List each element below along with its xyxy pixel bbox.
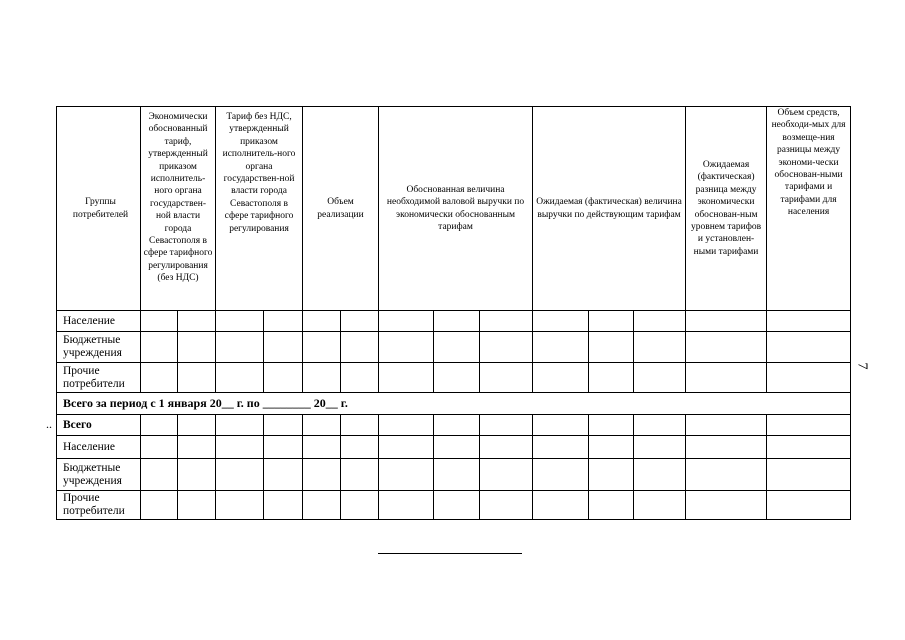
input-cell[interactable]: [533, 332, 589, 363]
row-label-budget-total: Бюджетные учреждения: [57, 459, 141, 491]
input-cell[interactable]: [434, 436, 480, 459]
input-cell[interactable]: [634, 436, 686, 459]
input-cell[interactable]: [533, 491, 589, 520]
input-cell[interactable]: [379, 363, 434, 393]
input-cell[interactable]: [141, 459, 178, 491]
input-cell[interactable]: [634, 491, 686, 520]
input-cell[interactable]: [686, 363, 767, 393]
table-row: [57, 332, 851, 363]
input-cell[interactable]: [379, 332, 434, 363]
table-row: [57, 415, 851, 436]
input-cell[interactable]: [178, 459, 216, 491]
input-cell[interactable]: [216, 311, 264, 332]
input-cell[interactable]: [434, 311, 480, 332]
input-cell[interactable]: [141, 491, 178, 520]
input-cell[interactable]: [767, 332, 851, 363]
input-cell[interactable]: [178, 311, 216, 332]
header-revenue-required: Обоснованная величина необходимой валовой выручки по экономически обоснованным тарифам: [379, 107, 533, 311]
input-cell[interactable]: [379, 436, 434, 459]
input-cell[interactable]: [589, 436, 634, 459]
input-cell[interactable]: [686, 415, 767, 436]
table-row: [57, 491, 851, 520]
input-cell[interactable]: [634, 311, 686, 332]
input-cell[interactable]: [434, 415, 480, 436]
input-cell[interactable]: [216, 415, 264, 436]
input-cell[interactable]: [264, 363, 303, 393]
header-revenue-expected: Ожидаемая (фактическая) величина выручки по действующим тарифам: [533, 107, 686, 311]
page-number: 7: [854, 362, 870, 370]
input-cell[interactable]: [341, 311, 379, 332]
input-cell[interactable]: [341, 363, 379, 393]
input-cell[interactable]: [303, 491, 341, 520]
input-cell[interactable]: [480, 415, 533, 436]
input-cell[interactable]: [379, 459, 434, 491]
input-cell[interactable]: [141, 311, 178, 332]
input-cell[interactable]: [767, 311, 851, 332]
input-cell[interactable]: [264, 332, 303, 363]
input-cell[interactable]: [141, 415, 178, 436]
input-cell[interactable]: [216, 436, 264, 459]
input-cell[interactable]: [589, 491, 634, 520]
input-cell[interactable]: [767, 415, 851, 436]
input-cell[interactable]: [303, 311, 341, 332]
header-difference: Ожидаемая (фактическая) разница между экономически обоснован-ным уровнем тарифов и установлен-ными тарифами: [686, 107, 767, 311]
input-cell[interactable]: [686, 459, 767, 491]
header-groups: Группы потребителей: [57, 107, 141, 311]
header-funds: Объем средств, необходи-мых для возмеще-ния разницы между экономи-чески обоснован-ными тарифами и тарифами для населения: [767, 107, 851, 311]
input-cell[interactable]: [141, 363, 178, 393]
input-cell[interactable]: [767, 459, 851, 491]
table-row: [57, 363, 851, 393]
input-cell[interactable]: [434, 491, 480, 520]
input-cell[interactable]: [141, 332, 178, 363]
input-cell[interactable]: [767, 363, 851, 393]
input-cell[interactable]: [767, 491, 851, 520]
input-cell[interactable]: [686, 311, 767, 332]
input-cell[interactable]: [303, 459, 341, 491]
input-cell[interactable]: [533, 415, 589, 436]
period-label: Всего за период с 1 января 20__ г. по ________ 20__ г.: [57, 393, 851, 415]
input-cell[interactable]: [767, 436, 851, 459]
input-cell[interactable]: [533, 311, 589, 332]
input-cell[interactable]: [264, 415, 303, 436]
input-cell[interactable]: [480, 459, 533, 491]
input-cell[interactable]: [434, 459, 480, 491]
table-row: [57, 436, 851, 459]
row-label-total: Всего: [57, 415, 141, 436]
row-label-population: Население: [57, 311, 141, 332]
input-cell[interactable]: [634, 332, 686, 363]
input-cell[interactable]: [533, 459, 589, 491]
input-cell[interactable]: [589, 332, 634, 363]
header-tariff-economic: Экономически обоснованный тариф, утвержденный приказом исполнитель-ного органа государствен-ной власти города Севастополя в сфере тарифного регулирования (без НДС): [141, 107, 216, 311]
input-cell[interactable]: [341, 436, 379, 459]
input-cell[interactable]: [303, 436, 341, 459]
input-cell[interactable]: [533, 363, 589, 393]
input-cell[interactable]: [379, 415, 434, 436]
input-cell[interactable]: [216, 491, 264, 520]
tariff-form-table: [56, 106, 851, 520]
row-label-other: Прочие потребители: [57, 363, 141, 393]
input-cell[interactable]: [216, 363, 264, 393]
input-cell[interactable]: [589, 415, 634, 436]
input-cell[interactable]: [341, 491, 379, 520]
input-cell[interactable]: [533, 436, 589, 459]
footer-rule: [378, 553, 522, 554]
input-cell[interactable]: [686, 332, 767, 363]
input-cell[interactable]: [379, 311, 434, 332]
input-cell[interactable]: [379, 491, 434, 520]
input-cell[interactable]: [141, 436, 178, 459]
row-label-budget: Бюджетные учреждения: [57, 332, 141, 363]
input-cell[interactable]: [634, 415, 686, 436]
table-row: [57, 311, 851, 332]
input-cell[interactable]: [341, 415, 379, 436]
input-cell[interactable]: [216, 332, 264, 363]
input-cell[interactable]: [589, 311, 634, 332]
input-cell[interactable]: [634, 459, 686, 491]
input-cell[interactable]: [686, 436, 767, 459]
input-cell[interactable]: [264, 459, 303, 491]
header-volume: Объем реализации: [303, 107, 379, 311]
input-cell[interactable]: [434, 332, 480, 363]
input-cell[interactable]: [480, 311, 533, 332]
input-cell[interactable]: [634, 363, 686, 393]
input-cell[interactable]: [480, 363, 533, 393]
row-label-population-total: Население: [57, 436, 141, 459]
table-row: [57, 459, 851, 491]
input-cell[interactable]: [341, 332, 379, 363]
input-cell[interactable]: [589, 459, 634, 491]
input-cell[interactable]: [480, 491, 533, 520]
header-tariff-no-vat: Тариф без НДС, утвержденный приказом исполнитель-ного органа государствен-ной власти города Севастополя в сфере тарифного регулирования: [216, 107, 303, 311]
input-cell[interactable]: [480, 436, 533, 459]
input-cell[interactable]: [341, 459, 379, 491]
input-cell[interactable]: [178, 415, 216, 436]
input-cell[interactable]: [589, 363, 634, 393]
input-cell[interactable]: [264, 311, 303, 332]
row-label-other-total: Прочие потребители: [57, 491, 141, 520]
input-cell[interactable]: [178, 436, 216, 459]
input-cell[interactable]: [480, 332, 533, 363]
period-row: [57, 393, 851, 415]
margin-mark: ..: [46, 417, 52, 431]
input-cell[interactable]: [178, 332, 216, 363]
input-cell[interactable]: [434, 363, 480, 393]
input-cell[interactable]: [303, 332, 341, 363]
input-cell[interactable]: [178, 363, 216, 393]
input-cell[interactable]: [264, 436, 303, 459]
input-cell[interactable]: [216, 459, 264, 491]
input-cell[interactable]: [686, 491, 767, 520]
input-cell[interactable]: [303, 363, 341, 393]
input-cell[interactable]: [264, 491, 303, 520]
input-cell[interactable]: [303, 415, 341, 436]
input-cell[interactable]: [178, 491, 216, 520]
